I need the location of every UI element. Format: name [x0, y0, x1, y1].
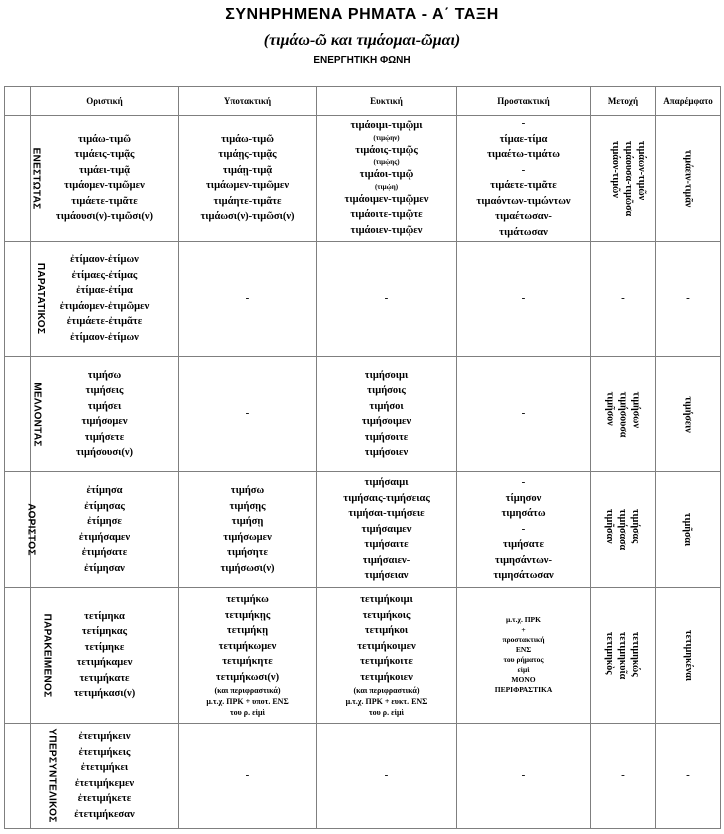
imperative-cell: [457, 472, 591, 587]
participle-cell: [591, 723, 656, 828]
participle-forms: [609, 141, 648, 216]
form-line: τιμήσωσι(ν): [220, 562, 275, 574]
participle-cell: [591, 241, 656, 356]
subjunctive-cell: [179, 116, 317, 242]
form-line: -: [245, 769, 250, 782]
form-line: τιμάω-τιμῶ: [221, 133, 274, 145]
tense-label: ΠΑΡΑΤΑΤΙΚΟΣ: [35, 263, 47, 335]
participle-line: τιμήσουσα: [617, 391, 629, 438]
column-header-imperative: Προστακτική: [457, 87, 591, 116]
form-line: τιμήσαιμεν: [361, 523, 412, 535]
imperative-cell: [457, 587, 591, 723]
column-header-indicative: Οριστική: [31, 87, 179, 116]
infinitive-cell: [656, 357, 721, 472]
form-line: τίμαε-τίμα: [499, 133, 548, 145]
imperative-cell: [457, 241, 591, 356]
page-title: ΣΥΝΗΡΗΜΕΝΑ ΡΗΜΑΤΑ - Α΄ ΤΑΞΗ: [225, 6, 499, 23]
form-line: (και περιφραστικά): [214, 686, 281, 696]
form-line: τετίμηκας: [81, 626, 128, 638]
tense-row: [5, 587, 721, 723]
form-line: τιμάετε-τιμᾶτε: [490, 180, 557, 192]
indicative-cell: [31, 587, 179, 723]
form-line: τιμήσοιτε: [364, 431, 409, 443]
imperative-cell: [457, 723, 591, 828]
subjunctive-cell: [179, 357, 317, 472]
tense-label-cell: [5, 357, 43, 472]
participle-line: τιμῆσον: [604, 391, 616, 426]
tense-label: ΑΟΡΙΣΤΟΣ: [25, 503, 37, 556]
form-line: τιμήσεις: [85, 385, 124, 397]
form-line: ἐτίμαον-ἐτίμων: [70, 331, 139, 343]
form-line: τιμησάτω: [501, 508, 546, 520]
form-line: ἐτετιμήκεις: [78, 746, 131, 758]
form-line: τιμήσαιτε: [364, 539, 409, 551]
form-line: τιμήσωμεν: [223, 531, 272, 543]
form-line: τετιμήκοιμεν: [357, 640, 416, 652]
form-line: τιμησάτωσαν: [493, 570, 554, 582]
form-line: τετιμήκοιμι: [360, 594, 413, 606]
participle-line: τετιμηκὸς: [604, 631, 616, 675]
subjunctive-cell: [179, 723, 317, 828]
form-line: μ.τ.χ. ΠΡΚ: [506, 615, 541, 625]
form-line: τιμήσομεν: [81, 416, 128, 428]
form-line: (τιμῴης): [373, 158, 400, 167]
form-line: τετιμήκατε: [79, 672, 130, 684]
form-line: τιμάοις-τιμῷς: [355, 144, 418, 156]
tense-label-cell: [5, 587, 53, 723]
form-line: τιμάομεν-τιμῶμεν: [64, 180, 145, 192]
form-line: ἐτιμήσατε: [81, 547, 128, 559]
tense-label-cell: [5, 116, 42, 242]
form-line: -: [384, 292, 389, 304]
form-line: τιμάτωσαν: [499, 226, 548, 238]
form-line: (τιμῴη): [374, 182, 399, 191]
form-line: +: [521, 625, 526, 635]
form-line: τιμήσω: [87, 369, 122, 381]
infinitive-form: τετιμηκέναι: [682, 629, 694, 681]
form-line: τιμήσοις: [367, 385, 406, 397]
form-line: -: [521, 407, 526, 420]
form-line: εἰμὶ: [517, 665, 530, 675]
form-line: τίμησον: [505, 492, 542, 504]
subjunctive-cell: [179, 241, 317, 356]
infinitive-form: τιμήσειν: [682, 396, 694, 433]
form-line: ἐτίμαον-ἐτίμων: [70, 254, 139, 266]
form-line: τιμήσαις-τιμήσειας: [343, 492, 430, 504]
form-line: ἐτίμαες-ἐτίμας: [71, 269, 138, 281]
form-line: τιμάητε-τιμᾶτε: [213, 195, 282, 207]
conjugation-table: [4, 86, 721, 829]
form-line: τετιμήκοις: [362, 609, 411, 621]
form-line: τετιμήκητε: [222, 656, 273, 668]
form-line: ἐτίμησαν: [84, 562, 125, 574]
page-subtitle: (τιμάω-ῶ και τιμάομαι-ῶμαι): [263, 32, 461, 49]
column-header-optative: Ευκτική: [317, 87, 457, 116]
form-line: τετιμήκῃς: [224, 609, 271, 621]
form-line: τιμάοιμι-τιμῷμι: [350, 120, 423, 132]
form-line: τιμήσετε: [84, 431, 125, 443]
tense-label: ΕΝΕΣΤΩΤΑΣ: [30, 147, 42, 210]
column-header-participle: Μετοχή: [591, 87, 656, 116]
imperative-cell: [457, 357, 591, 472]
form-line: τιμήσαιεν-: [362, 554, 411, 566]
form-line: τετιμήκοι: [364, 625, 409, 637]
form-line: ἐτετιμήκεσαν: [74, 808, 135, 820]
participle-line: τιμήσων: [630, 391, 642, 428]
form-line: τιμήσοιμεν: [361, 416, 412, 428]
optative-cell: [317, 723, 457, 828]
form-line: τιμάωσι(ν)-τιμῶσι(ν): [200, 211, 295, 223]
participle-line: τιμάουσα-τιμῶσα: [623, 140, 635, 216]
form-line: -: [621, 292, 625, 304]
form-line: τιμήσητε: [226, 547, 268, 559]
form-line: ἐτίμησας: [84, 500, 125, 512]
tense-label-cell: [5, 723, 58, 828]
participle-line: τιμήσασα: [617, 509, 629, 551]
form-line: τιμαόντων-τιμώντων: [476, 195, 571, 207]
form-line: -: [521, 769, 526, 782]
form-line: τετιμήκοιεν: [360, 671, 413, 683]
form-line: τιμάοιεν-τιμῷεν: [350, 224, 423, 236]
form-line: τιμησάντων-: [495, 554, 552, 566]
form-line: τιμαέτωσαν-: [495, 211, 552, 223]
form-line: ἐτιμάετε-ἐτιμᾶτε: [66, 316, 143, 328]
optative-cell: [317, 116, 457, 242]
form-line: τιμάοιμεν-τιμῷμεν: [344, 193, 429, 205]
form-line: τιμάωμεν-τιμῶμεν: [205, 180, 290, 192]
imperative-cell: [457, 116, 591, 242]
infinitive-cell: [656, 116, 721, 242]
infinitive-cell: [656, 472, 721, 587]
indicative-cell: [31, 241, 179, 356]
form-line: τετιμήκῃ: [226, 625, 269, 637]
form-line: ἐτιμήσαμεν: [78, 531, 131, 543]
tense-row: [5, 472, 721, 587]
form-line: ἐτετιμήκειν: [78, 731, 131, 743]
infinitive-cell: [656, 723, 721, 828]
participle-line: τιμῆσαν: [604, 509, 616, 544]
optative-cell: [317, 241, 457, 356]
tense-label-cell: [5, 241, 47, 356]
form-line: τιμάεις-τιμᾷς: [74, 149, 135, 161]
form-line: -: [621, 769, 625, 782]
infinitive-form: -: [686, 292, 690, 304]
form-line: τιμάοι-τιμῷ: [359, 169, 414, 181]
form-line: τιμήσῃ: [231, 516, 264, 528]
form-line: ἐτετιμήκει: [80, 762, 129, 774]
optative-cell: [317, 587, 457, 723]
form-line: τιμήσῃς: [229, 500, 266, 512]
infinitive-form: τιμάειν-τιμᾶν: [682, 149, 694, 208]
form-line: ΠΕΡΙΦΡΑΣΤΙΚΑ: [494, 685, 553, 695]
indicative-cell: [31, 116, 179, 242]
tense-label: ΜΕΛΛΟΝΤΑΣ: [31, 382, 43, 447]
form-line: -: [245, 407, 250, 420]
form-line: τιμάουσι(ν)-τιμῶσι(ν): [55, 211, 154, 223]
form-line: τιμάει-τιμᾷ: [78, 164, 131, 176]
form-line: ἐτίμαε-ἐτίμα: [76, 285, 133, 297]
participle-line: τετιμηκώς: [630, 631, 642, 677]
participle-cell: [591, 472, 656, 587]
form-line: τιμήσαι-τιμήσειε: [348, 508, 425, 520]
form-line: ΜΟΝΟ: [511, 675, 536, 685]
form-line: τιμήσει: [87, 400, 122, 412]
form-line: τιμαέτω-τιμάτω: [487, 149, 560, 161]
form-line: (τιμῴην): [373, 133, 400, 142]
form-line: του ρήματος: [503, 655, 544, 665]
form-line: τιμάω-τιμῶ: [78, 133, 131, 145]
tense-row: [5, 116, 721, 242]
indicative-cell: [31, 472, 179, 587]
participle-cell: [591, 357, 656, 472]
infinitive-form: -: [686, 769, 690, 782]
form-line: -: [521, 117, 526, 130]
header-row: [5, 87, 721, 116]
form-line: -: [521, 163, 526, 176]
column-header-subjunctive: Υποτακτική: [179, 87, 317, 116]
form-line: τετίμηκα: [84, 610, 125, 622]
optative-cell: [317, 472, 457, 587]
form-line: ἐτίμησε: [87, 516, 122, 528]
form-line: τετιμήκωσι(ν): [215, 671, 280, 683]
tense-row: [5, 241, 721, 356]
optative-cell: [317, 357, 457, 472]
form-line: τετιμήκοιτε: [360, 656, 413, 668]
form-line: -: [521, 522, 526, 535]
form-line: τιμήσοι: [369, 400, 404, 412]
form-line: -: [521, 476, 526, 489]
participle-forms: [604, 391, 643, 437]
form-line: ἐτίμησα: [86, 485, 123, 497]
participle-line: τετιμηκυῖα: [617, 631, 629, 679]
participle-forms: [603, 509, 642, 550]
form-line: τιμάοιτε-τιμῷτε: [350, 209, 423, 221]
column-header-infinitive: Απαρέμφατο: [656, 87, 721, 116]
participle-cell: [591, 116, 656, 242]
form-line: τιμήσω: [230, 485, 265, 497]
form-line: μ.τ.χ. ΠΡΚ + υποτ. ΕΝΣ: [206, 697, 289, 707]
tense-label-cell: [5, 472, 37, 587]
tense-label: ΥΠΕΡΣΥΝΤΕΛΙΚΟΣ: [46, 728, 58, 823]
indicative-cell: [31, 357, 179, 472]
form-line: τιμήσατε: [503, 539, 544, 551]
tense-row: [5, 723, 721, 828]
form-line: ΕΝΣ: [515, 645, 532, 655]
infinitive-cell: [656, 241, 721, 356]
form-line: -: [245, 292, 250, 304]
subjunctive-cell: [179, 472, 317, 587]
corner-cell: [5, 87, 31, 116]
form-line: -: [521, 292, 526, 304]
form-line: ἐτετιμήκετε: [77, 793, 132, 805]
form-line: ἐτιμάομεν-ἐτιμῶμεν: [59, 300, 150, 312]
infinitive-form: τιμῆσαι: [682, 513, 694, 547]
form-line: τετιμήκω: [226, 594, 269, 606]
infinitive-cell: [656, 587, 721, 723]
form-line: του ρ. εἰμὶ: [229, 708, 266, 718]
participle-line: τιμάων-τιμῶν: [636, 140, 648, 200]
participle-line: τιμάον-τιμῶν: [610, 140, 622, 198]
form-line: τιμάῃς-τιμᾷς: [218, 149, 277, 161]
form-line: τετιμήκασι(ν): [73, 688, 136, 700]
participle-forms: [604, 632, 643, 679]
form-line: τιμάῃ-τιμᾷ: [222, 164, 273, 176]
form-line: προστακτική: [502, 635, 545, 645]
form-line: -: [384, 769, 389, 782]
participle-cell: [591, 587, 656, 723]
participle-line: τιμήσας: [630, 509, 642, 544]
form-line: τιμήσοιμι: [364, 369, 409, 381]
tense-label: ΠΑΡΑΚΕΙΜΕΝΟΣ: [41, 613, 53, 698]
subjunctive-cell: [179, 587, 317, 723]
form-line: τιμήσειαν: [364, 570, 409, 582]
form-line: τιμήσαιμι: [364, 477, 409, 489]
form-line: τετιμήκωμεν: [218, 640, 277, 652]
form-line: τετιμήκαμεν: [76, 657, 133, 669]
form-line: του ρ. εἰμὶ: [368, 708, 405, 718]
form-line: τιμάετε-τιμᾶτε: [71, 195, 138, 207]
tense-row: [5, 357, 721, 472]
form-line: τετίμηκε: [84, 641, 125, 653]
voice-label: ΕΝΕΡΓΗΤΙΚΗ ΦΩΝΗ: [313, 55, 411, 66]
form-line: ἐτετιμήκεμεν: [74, 777, 135, 789]
form-line: (και περιφραστικά): [353, 686, 420, 696]
form-line: τιμήσουσι(ν): [75, 447, 134, 459]
form-line: τιμήσοιεν: [364, 447, 409, 459]
form-line: μ.τ.χ. ΠΡΚ + ευκτ. ΕΝΣ: [345, 697, 428, 707]
